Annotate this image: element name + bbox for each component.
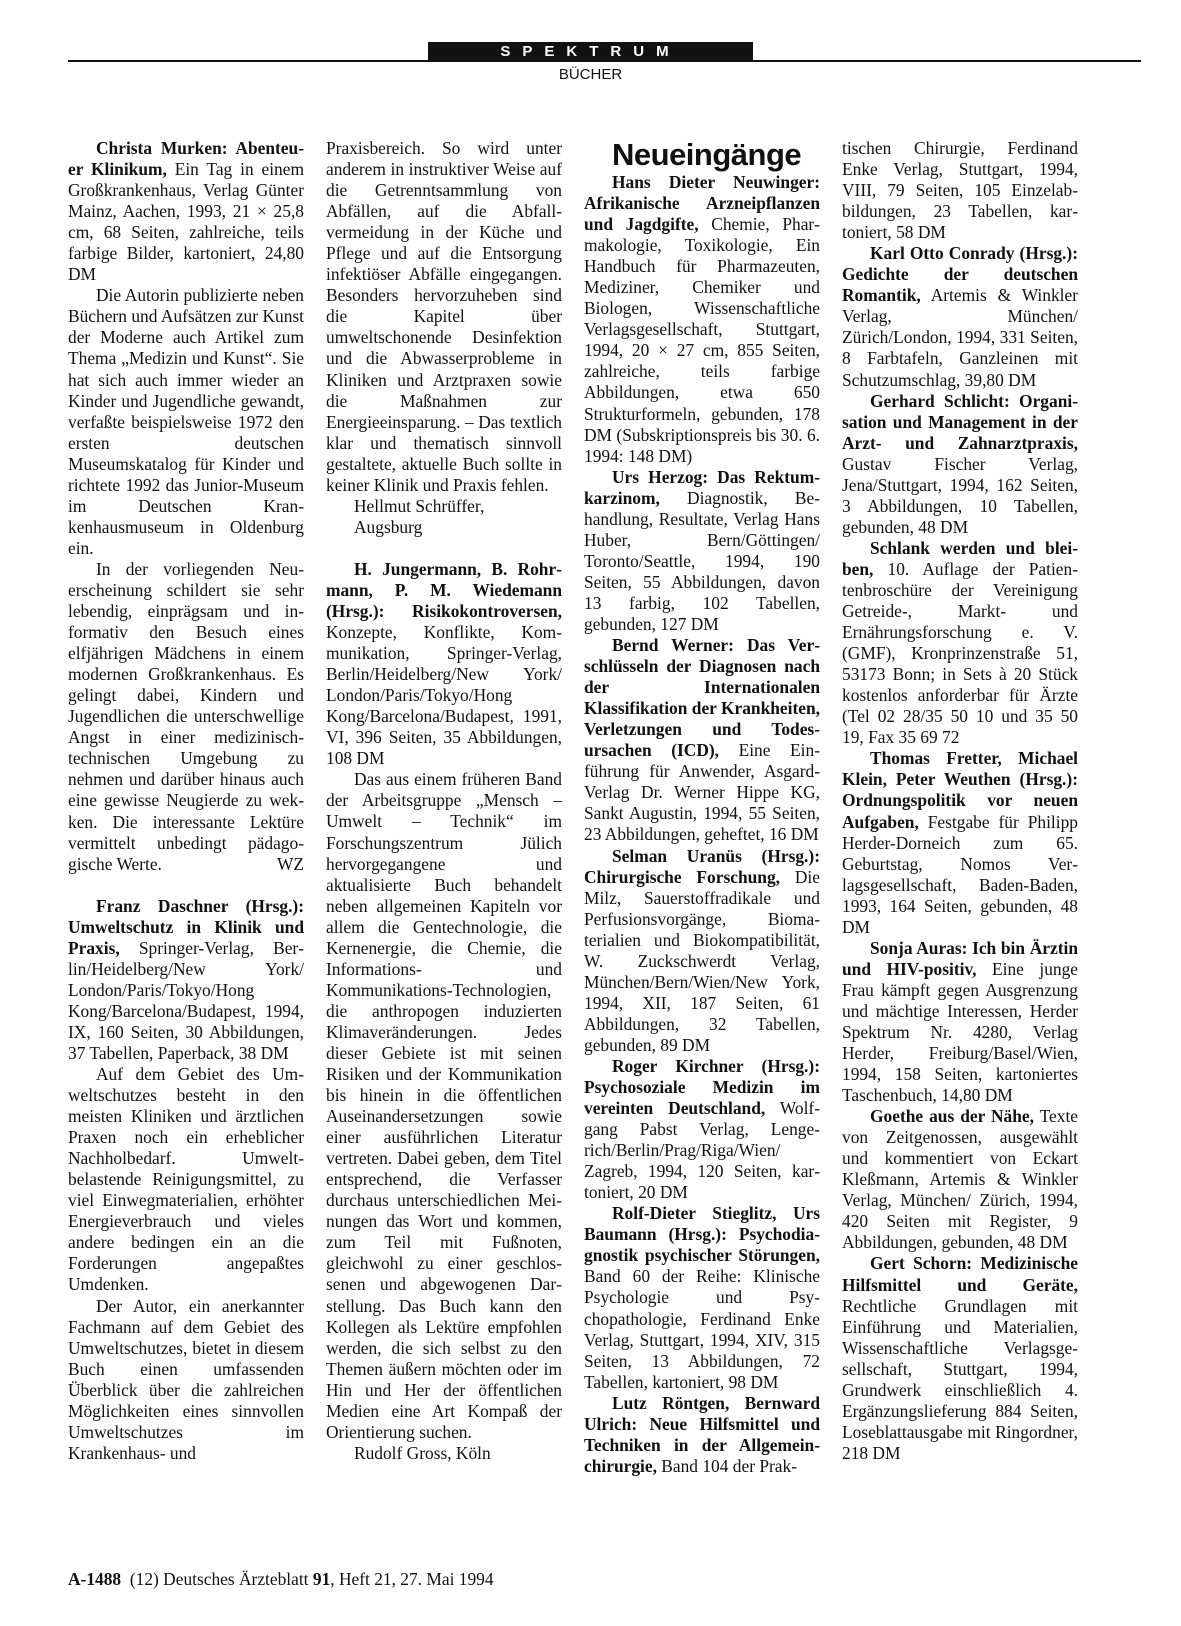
- entry-heading: Goethe aus der Nähe,: [870, 1106, 1034, 1127]
- new-arrival-entry: [842, 391, 1078, 538]
- new-arrivals-title: Neueingänge: [612, 137, 802, 172]
- review-heading: H. Jungermann, B. Rohrmann, P. M. Wiedemann (Hrsg.): Risikokontroversen,: [326, 558, 562, 621]
- entry-heading: Roger Kirchner (Hrsg.): Psychosoziale Medizin im vereinten Deutschland,: [584, 1055, 820, 1119]
- review-entry: [68, 138, 304, 285]
- entry-text: Eine junge Frau kämpft gegen Ausgrenzung und mächtige Interessen, Herder Spektrum Nr. 4280, Verlag Herder, Freiburg/Basel/Wien, 1994, 158 Seiten, kartoniertes Taschenbuch, 14,80 DM: [842, 958, 1079, 1106]
- new-arrival-entry: [842, 1253, 1078, 1463]
- entry-text: Band 104 der Prak-: [656, 1455, 797, 1476]
- column-1: [68, 138, 304, 1464]
- entry-text: Festgabe für Philipp Herder-Dorneich zum 65. Geburtstag, Nomos Verlagsgesellschaft, Baden-Baden, 1993, 164 Seiten, gebunden, 48 DM: [842, 811, 1078, 937]
- entry-text: Die Milz, Sauerstoffradikale und Perfusionsvorgänge, Biomaterialien und Biokompatibilität, W. Zuckschwerdt Verlag, München/Bern/Wien/New York, 1994, XII, 187 Seiten, 61 Abbildungen, 32 Tabellen, gebunden, 89 DM: [584, 866, 820, 1055]
- volume-number: 91: [312, 1569, 331, 1589]
- review-entry: [326, 559, 562, 769]
- entry-heading: Sonja Auras: Ich bin Ärztin und HIV-positiv,: [842, 937, 1078, 979]
- entry-text: Band 60 der Reihe: Klinische Psychologie und Psychopathologie, Ferdinand Enke Verlag, Stuttgart, 1994, XIV, 315 Seiten, 13 Abbildungen, 72 Tabellen, kartoniert, 98 DM: [584, 1266, 820, 1392]
- column-4: [842, 138, 1078, 1464]
- new-arrival-entry: [584, 635, 820, 845]
- column-2: [326, 138, 562, 1464]
- entry-text: Wolfgang Pabst Verlag, Lengerich/Berlin/Prag/Riga/Wien/ Zagreb, 1994, 120 Seiten, kartoniert, 20 DM: [584, 1098, 820, 1203]
- entry-heading: Selman Uranüs (Hrsg.): Chirurgische Forschung,: [584, 845, 820, 887]
- review-heading: Franz Daschner (Hrsg.): Umweltschutz in Klinik und Praxis,: [68, 895, 304, 958]
- entry-text: Eine Einführung für Anwender, Asgard-Verlag Dr. Werner Hippe KG, Sankt Augustin, 1994, 55 Seiten, 23 Abbildungen, geheftet, 16 DM: [584, 740, 820, 845]
- author-initials: WZ: [276, 853, 304, 874]
- entry-heading: Gerhard Schlicht: Organisation und Management in der Arzt- und Zahnarztpraxis,: [842, 390, 1078, 453]
- entry-text: Artemis & Winkler Verlag, München/ Zürich/London, 1994, 331 Seiten, 8 Farbtafeln, Ganzleinen mit Schutzumschlag, 39,80 DM: [842, 285, 1078, 390]
- reviewer-place: Augsburg: [354, 516, 423, 537]
- entry-heading: Karl Otto Conrady (Hrsg.): Gedichte der deutschen Romantik,: [842, 243, 1078, 306]
- new-arrival-entry: [584, 1056, 820, 1203]
- entry-heading: Urs Herzog: Das Rektumkarzinom,: [584, 466, 820, 508]
- review-heading: Christa Murken: Abenteuer Klinikum,: [68, 138, 304, 180]
- section-subtitle: BÜCHER: [558, 66, 623, 83]
- review-bibliography: Springer-Verlag, Berlin/Heidelberg/New York/ London/Paris/Tokyo/Hong Kong/Barcelona/Budapest, 1994, IX, 160 Seiten, 30 Abbildungen, 37 Tabellen, Paperback, 38 DM: [68, 937, 304, 1063]
- column-3: [584, 138, 820, 1477]
- entry-text: 10. Auflage der Patientenbroschüre der Vereinigung Getreide-, Markt- und Ernährungsforschung e. V. (GMF), Kronprinzenstraße 51, 53173 Bonn; in Sets à 20 Stück kostenlos anforderbar für Ärzte (Tel 02 28/35 50 10 und 35 50 19, Fax 35 69 72: [842, 558, 1078, 748]
- paragraph: Auf dem Gebiet des Umweltschutzes besteht in den meisten Kliniken und ärztlichen Praxen noch ein erheblicher Nachholbedarf. Umweltbelastende Reinigungsmittel, zu viel Einwegmaterialien, erhöhter Energieverbrauch und vieles andere bedingen ein an die Forderungen angepaßtes Umdenken.: [68, 1064, 304, 1295]
- entry-heading: Thomas Fretter, Michael Klein, Peter Weuthen (Hrsg.): Ordnungspolitik vor neuen Aufgaben,: [842, 748, 1078, 832]
- entry-text: Chemie, Pharmakologie, Toxikologie, Ein Handbuch für Pharmazeuten, Mediziner, Chemiker und Biologen, Wissenschaftliche Verlagsgesellschaft, Stuttgart, 1994, 20 × 27 cm, 855 Seiten, zahlreiche, teils farbige Abbildungen, etwa 650 Strukturformeln, gebunden, 178 DM (Subskriptionspreis bis 30. 6. 1994: 148 DM): [584, 214, 820, 466]
- entry-text: Diagnostik, Behandlung, Resultate, Verlag Hans Huber, Bern/Göttingen/ Toronto/Seattle, 1994, 190 Seiten, 55 Abbildungen, davon 13 farbig, 102 Tabellen, gebunden, 127 DM: [584, 487, 820, 634]
- reviewer-name: Hellmut Schrüffer,: [354, 495, 485, 516]
- journal-name: (12) Deutsches Ärzteblatt: [129, 1569, 313, 1589]
- paragraph: Das aus einem früheren Band der Arbeitsgruppe „Mensch – Umwelt – Technik“ im Forschungszentrum Jülich hervorgegangene und aktualisierte Buch behandelt neben allgemeinen Kapiteln vor allem die Gentechnologie, die Kernenergie, die Chemie, die Informations- und Kommunikations-Technologien, die anthropogen induzierten Klimaveränderungen. Jedes dieser Gebiete ist mit seinen Risiken und der Kommunikation bis hinein in die öffentlichen Auseinandersetzungen sowie einer ausführlichen Literatur vertreten. Dabei geben, dem Titel entsprechend, die Verfasser durchaus unterschiedlichen Meinungen das Wort und kommen, zum Teil mit Fußnoten, gleichwohl zu einer geschlossenen und abgewogenen Darstellung. Das Buch kann den Kollegen als Lektüre empfohlen werden, die sich selbst zu den Themen äußern möchten oder im Hin und Her der öffentlichen Medien eine Art Kompaß der Orientierung suchen.: [326, 769, 562, 1442]
- new-arrival-entry: [842, 938, 1078, 1106]
- paragraph: [68, 559, 304, 875]
- entry-text: Rechtliche Grundlagen mit Einführung und Materialien, Wissenschaftliche Verlagsgesellschaft, Stuttgart, 1994, Grundwerk einschließlich 4. Ergänzungslieferung 884 Seiten, Loseblattausgabe mit Ringordner, 218 DM: [842, 1295, 1078, 1463]
- entry-text: Gustav Fischer Verlag, Jena/Stuttgart, 1994, 162 Seiten, 3 Abbildungen, 10 Tabellen, gebunden, 48 DM: [842, 453, 1078, 537]
- review-bibliography: Konzepte, Konflikte, Kommunikation, Springer-Verlag, Berlin/Heidelberg/New York/ London/Paris/Tokyo/Hong Kong/Barcelona/Budapest, 1991, VI, 396 Seiten, 35 Abbildungen, 108 DM: [326, 622, 562, 769]
- new-arrival-entry: [842, 243, 1078, 390]
- new-arrival-entry: [584, 846, 820, 1056]
- new-arrival-entry: [842, 538, 1078, 748]
- entry-heading: Gert Schorn: Medizinische Hilfsmittel und Geräte,: [842, 1253, 1078, 1295]
- entry-heading: Bernd Werner: Das Verschlüsseln der Diagnosen nach der Internationalen Klassifikation der Krankheiten, Verletzungen und Todesursachen (ICD),: [584, 635, 820, 761]
- entry-continuation: tischen Chirurgie, Ferdinand Enke Verlag, Stuttgart, 1994, VIII, 79 Seiten, 105 Einzelabbildungen, 23 Tabellen, kartoniert, 58 DM: [842, 138, 1078, 243]
- paragraph: Praxisbereich. So wird unter anderem in instruktiver Weise auf die Getrenntsammlung von Abfällen, auf die Abfallvermeidung in der Küche und Pflege und auf die Entsorgung infektiöser Abfälle eingegangen. Besonders hervorzuheben sind die Kapitel über umweltschonende Desinfektion und die Abwasserprobleme in Kliniken und Arztpraxen sowie die Maßnahmen zur Energieeinsparung. – Das textlich klar und thematisch sinnvoll gestaltete, aktuelle Buch sollte in keiner Klinik und Praxis fehlen.: [326, 138, 562, 495]
- entry-text: Texte von Zeitgenossen, ausgewählt und kommentiert von Eckart Kleßmann, Artemis & Winkler Verlag, München/ Zürich, 1994, 420 Seiten mit Register, 9 Abbildungen, gebunden, 48 DM: [842, 1106, 1078, 1253]
- section-title: SPEKTRUM: [428, 42, 753, 62]
- entry-heading: Lutz Röntgen, Bernward Ulrich: Neue Hilfsmittel und Techniken in der Allgemeinchirurgie,: [584, 1392, 820, 1476]
- page-number: A-1488: [68, 1569, 122, 1589]
- new-arrival-entry: [584, 1393, 820, 1477]
- issue-date: , Heft 21, 27. Mai 1994: [330, 1569, 494, 1589]
- page-footer: [68, 1569, 494, 1590]
- review-bibliography: Ein Tag in einem Großkrankenhaus, Verlag Günter Mainz, Aachen, 1993, 21 × 25,8 cm, 68 Seiten, zahlreiche, teils farbige Bilder, kartoniert, 24,80 DM: [68, 159, 304, 285]
- new-arrival-entry: [842, 748, 1078, 937]
- paragraph: Die Autorin publizierte neben Büchern und Aufsätzen zur Kunst der Moderne auch Artikel zum Thema „Medizin und Kunst“. Sie hat sich auch immer wieder an Kinder und Jugendliche gewandt, verfaßte beispielsweise 1972 den ersten deutschen Museumskatalog für Kinder und richtete 1992 das Junior-Museum im Deutschen Krankenhausmuseum in Oldenburg ein.: [68, 285, 304, 558]
- reviewer-signature: Rudolf Gross, Köln: [354, 1442, 491, 1463]
- new-arrival-entry: [842, 1106, 1078, 1253]
- entry-heading: Rolf-Dieter Stieglitz, Urs Baumann (Hrsg.): Psychodiagnostik psychischer Störungen,: [584, 1203, 820, 1266]
- paragraph-text: In der vorliegenden Neuerscheinung schildert sie sehr lebendig, einprägsam und informativ den Besuch eines elfjährigen Mädchens in einem modernen Großkrankenhaus. Es gelingt dabei, Kindern und Jugendlichen die unterschwellige Angst in einer medizinisch-technischen Umgebung zu nehmen und darüber hinaus auch eine gewisse Neugierde zu wekken. Die interessante Lektüre vermittelt unbedingt pädagogische Werte.: [68, 558, 304, 874]
- review-entry: [68, 896, 304, 1064]
- entry-heading: Hans Dieter Neuwinger: Afrikanische Arzneipflanzen und Jagdgifte,: [584, 172, 820, 235]
- paragraph: Der Autor, ein anerkannter Fachmann auf dem Gebiet des Umweltschutzes, bietet in diesem Buch einen umfassenden Überblick über die zahlreichen Möglichkeiten eines sinnvollen Umweltschutzes im Krankenhaus- und: [68, 1295, 304, 1463]
- entry-heading: Schlank werden und bleiben,: [842, 537, 1078, 579]
- new-arrival-entry: [584, 467, 820, 635]
- new-arrival-entry: [584, 1203, 820, 1392]
- new-arrival-entry: [584, 172, 820, 467]
